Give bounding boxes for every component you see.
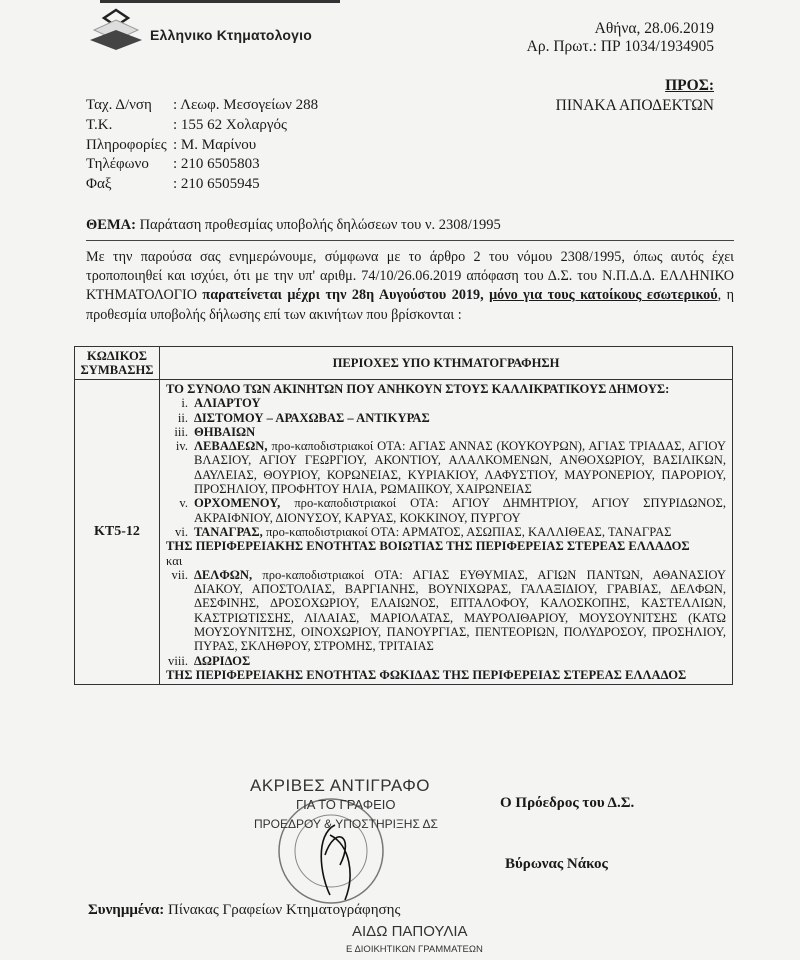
phone-row bbox=[86, 155, 318, 175]
item-text bbox=[194, 525, 726, 539]
scan-edge-bar bbox=[100, 0, 340, 3]
phone-label: Τηλέφωνο bbox=[86, 156, 149, 173]
item-text bbox=[194, 396, 726, 410]
region-phocis: ΤΗΣ ΠΕΡΙΦΕΡΕΙΑΚΗΣ ΕΝΟΤΗΤΑΣ ΦΩΚΙΔΑΣ ΤΗΣ ΠΕΡΙΦΕΡΕΙΑΣ ΣΤΕΡΕΑΣ ΕΛΛΑΔΟΣ bbox=[166, 667, 687, 682]
areas-table bbox=[74, 346, 733, 685]
item-text bbox=[194, 411, 726, 425]
deadline-text: παρατείνεται μέχρι την 28η Αυγούστου 2019 bbox=[202, 287, 481, 304]
recipient-value: ΠΙΝΑΚΑ ΑΠΟΔΕΚΤΩΝ bbox=[555, 97, 714, 114]
info-value: : Μ. Μαρίνου bbox=[173, 136, 257, 153]
header-contract-code: ΚΩΔΙΚΟΣ ΣΥΜΒΑΣΗΣ bbox=[75, 347, 160, 380]
municipality-name: ΘΗΒΑΙΩΝ bbox=[194, 424, 256, 439]
residents-note: μόνο για τους κατοίκους εσωτερικού bbox=[489, 287, 718, 304]
body-text: Με την παρούσα σας ενημερώνουμε, σύμφωνα με το άρθρο 2 του νόμου 2308/1995, όπως αυτός έχει τροποποιηθεί και ισχύει, ότι με την υπ' αριθμ. 74/10/26.06.2019 απόφαση του Δ.Σ. του Ν.Π.Δ.Δ. ΕΛΛΗΝΙΚΟ ΚΤΗΜΑΤΟΛΟΓΙΟ bbox=[86, 249, 734, 304]
areas-intro: ΤΟ ΣΥΝΟΛΟ ΤΩΝ ΑΚΙΝΗΤΩΝ ΠΟΥ ΑΝΗΚΟΥΝ ΣΤΟΥΣ ΚΑΛΛΙΚΡΑΤΙΚΟΥΣ ΔΗΜΟΥΣ: bbox=[166, 382, 670, 396]
address-row bbox=[86, 96, 318, 116]
item-number: v. bbox=[179, 496, 188, 511]
former-municipalities: προ-καποδιστριακοί ΟΤΑ: ΑΓΙΑΣ ΕΥΘΥΜΙΑΣ, ΑΓΙΩΝ ΠΑΝΤΩΝ, ΑΘΑΝΑΣΙΟΥ ΔΙΑΚΟΥ, ΑΠΟΣΤΟΛΙΑΣ, ΒΑΡΓΙΑΝΗΣ, ΒΟΥΝΙΧΩΡΑΣ, ΓΑΛΑΞΙΔΙΟΥ, ΓΡΑΒΙΑΣ, ΔΕΛΦΩΝ, ΔΕΣΦΙΝΗΣ, ΔΡΟΣΟΧΩΡΙΟΥ, ΕΛΑΙΩΝΟΣ, ΕΠΤΑΛΟΦΟΥ, ΚΑΛΟΣΚΟΠΗΣ, ΚΑΣΤΕΛΛΙΩΝ, ΚΑΣΤΡΙΩΤΙΣΣΗΣ, ΛΙΛΑΙΑΣ, ΜΑΡΙΟΛΑΤΑΣ, ΜΑΥΡΟΛΙΘΑΡΙΟΥ, ΜΟΥΣΟΥΝΙΤΣΗΣ (ΚΑΤΩ ΜΟΥΣΟΥΝΙΤΣΗΣ, ΟΙΝΟΧΩΡΙΟΥ, ΠΑΝΟΥΡΓΙΑΣ, ΠΕΝΤΕΟΡΙΩΝ, ΠΟΛΥΔΡΟΣΟΥ, ΠΡΟΣΗΛΙΟΥ, ΠΥΡΑΣ, ΣΚΛΗΘΡΟΥ, ΣΤΡΟΜΗΣ, ΤΡΙΤΑΙΑΣ bbox=[194, 567, 726, 654]
phone-value: : 210 6505803 bbox=[173, 156, 260, 173]
municipality-item bbox=[166, 425, 726, 439]
certified-copy-stamp: ΑΚΡΙΒΕΣ ΑΝΤΙΓΡΑΦΟ bbox=[250, 776, 431, 795]
address-value: : Λεωφ. Μεσογείων 288 bbox=[173, 97, 319, 113]
municipality-item bbox=[166, 525, 726, 539]
fax-value: : 210 6505945 bbox=[173, 176, 260, 193]
subject-line bbox=[86, 217, 501, 234]
municipality-name: ΑΛΙΑΡΤΟΥ bbox=[194, 396, 261, 411]
former-municipalities: προ-καποδιστριακοί ΟΤΑ: ΑΓΙΟΥ ΔΗΜΗΤΡΙΟΥ, ΑΓΙΟΥ ΣΠΥΡΙΔΩΝΟΣ, ΑΚΡΑΙΦΝΙΟΥ, ΔΙΟΝΥΣΟΥ, ΚΑΡΥΑΣ, ΚΟΚΚΙΝΟΥ, ΠΥΡΓΟΥ bbox=[194, 496, 726, 525]
info-row bbox=[86, 136, 318, 156]
fax-label: Φαξ bbox=[86, 176, 112, 193]
municipality-name: ΔΙΣΤΟΜΟΥ – ΑΡΑΧΩΒΑΣ – ΑΝΤΙΚΥΡΑΣ bbox=[194, 410, 430, 425]
item-number: i. bbox=[181, 396, 188, 411]
municipality-name: ΔΕΛΦΩΝ, bbox=[194, 567, 253, 582]
stamp-signer-title: Ε ΔΙΟΙΚΗΤΙΚΩΝ ΓΡΑΜΜΑΤΕΩΝ bbox=[346, 944, 483, 955]
subject-divider bbox=[86, 240, 734, 241]
municipality-item bbox=[166, 568, 726, 654]
document-date: Αθήνα, 28.06.2019 bbox=[594, 20, 714, 37]
table-header-row bbox=[75, 347, 733, 380]
subject-text: Παράταση προθεσμίας υποβολής δηλώσεων του ν. 2308/1995 bbox=[139, 217, 501, 233]
item-text bbox=[194, 568, 726, 654]
body-paragraph bbox=[86, 248, 734, 325]
municipality-item bbox=[166, 496, 726, 525]
municipality-list-boeotia bbox=[166, 396, 726, 539]
item-number: iii. bbox=[174, 424, 188, 439]
item-number: ii. bbox=[177, 410, 188, 425]
former-municipalities: προ-καποδιστριακοί ΟΤΑ: ΑΡΜΑΤΟΣ, ΑΣΩΠΙΑΣ, ΚΑΛΛΙΘΕΑΣ, ΤΑΝΑΓΡΑΣ bbox=[262, 524, 672, 539]
body-text-end: , η προθεσμία υποβολής δήλωσης επί των ακινήτων που βρίσκονται : bbox=[86, 287, 735, 323]
item-number: iv. bbox=[175, 439, 188, 454]
municipality-item bbox=[166, 396, 726, 410]
protocol-number: Αρ. Πρωτ.: ΠΡ 1034/1934905 bbox=[526, 38, 714, 55]
subject-label: ΘΕΜΑ: bbox=[86, 217, 136, 233]
item-text bbox=[194, 425, 726, 439]
stamp-department-line: ΠΡΟΕΔΡΟΥ & ΥΠΟΣΤΗΡΙΞΗΣ ΔΣ bbox=[254, 817, 438, 831]
and-connector: και bbox=[166, 553, 183, 568]
stamp-signer-name: ΑΙΔΩ ΠΑΠΟΥΛΙΑ bbox=[352, 923, 468, 940]
item-text bbox=[194, 496, 726, 525]
stamp-office-line: ΓΙΑ ΤΟ ΓΡΑΦΕΙΟ bbox=[296, 797, 396, 812]
item-text bbox=[194, 654, 726, 668]
postcode-label: Τ.Κ. bbox=[86, 116, 113, 133]
postcode-value: : 155 62 Χολαργός bbox=[173, 116, 287, 133]
areas-cell bbox=[160, 380, 733, 685]
contract-code: ΚΤ5-12 bbox=[75, 380, 160, 685]
cadastre-logo-icon bbox=[86, 8, 146, 52]
municipality-item bbox=[166, 654, 726, 668]
municipality-name: ΔΩΡΙΔΟΣ bbox=[194, 653, 251, 668]
fax-row bbox=[86, 175, 318, 195]
municipality-name: ΟΡΧΟΜΕΝΟΥ, bbox=[194, 496, 281, 511]
postcode-row bbox=[86, 116, 318, 136]
attachments-text: Πίνακας Γραφείων Κτηματογράφησης bbox=[168, 902, 401, 918]
municipality-item bbox=[166, 411, 726, 425]
municipality-name: ΤΑΝΑΓΡΑΣ, bbox=[194, 524, 263, 539]
comma: , bbox=[480, 287, 490, 304]
logo-text: Ελληνικο Κτηματολογιο bbox=[150, 27, 313, 43]
signatory-role: Ο Πρόεδρος του Δ.Σ. bbox=[500, 795, 635, 811]
municipality-name: ΛΕΒΑΔΕΩΝ, bbox=[194, 439, 268, 454]
info-label: Πληροφορίες bbox=[86, 136, 167, 153]
header-areas: ΠΕΡΙΟΧΕΣ ΥΠΟ ΚΤΗΜΑΤΟΓΡΑΦΗΣΗ bbox=[160, 347, 733, 380]
attachments-line bbox=[88, 902, 400, 919]
recipient-label: ΠΡΟΣ: bbox=[665, 77, 714, 94]
region-boeotia: ΤΗΣ ΠΕΡΙΦΕΡΕΙΑΚΗΣ ΕΝΟΤΗΤΑΣ ΒΟΙΩΤΙΑΣ ΤΗΣ ΠΕΡΙΦΕΡΕΙΑΣ ΣΤΕΡΕΑΣ ΕΛΛΑΔΟΣ bbox=[166, 539, 690, 554]
municipality-list-phocis bbox=[166, 568, 726, 668]
sender-address-block bbox=[86, 96, 318, 195]
address-label: Ταχ. Δ/νση bbox=[86, 97, 152, 113]
item-number: vii. bbox=[171, 567, 188, 582]
signatory-name: Βύρωνας Νάκος bbox=[505, 856, 608, 872]
item-number: viii. bbox=[168, 653, 188, 668]
item-number: vi. bbox=[175, 524, 188, 539]
municipality-item bbox=[166, 439, 726, 496]
former-municipalities: προ-καποδιστριακοί ΟΤΑ: ΑΓΙΑΣ ΑΝΝΑΣ (ΚΟΥΚΟΥΡΩΝ), ΑΓΙΑΣ ΤΡΙΑΔΑΣ, ΑΓΙΟΥ ΒΛΑΣΙΟΥ, ΑΓΙΟΥ ΓΕΩΡΓΙΟΥ, ΑΚΟΝΤΙΟΥ, ΑΛΑΛΚΟΜΕΝΩΝ, ΑΝΘΟΧΩΡΙΟΥ, ΒΑΣΙΛΙΚΩΝ, ΔΑΥΛΕΙΑΣ, ΘΟΥΡΙΟΥ, ΚΟΡΩΝΕΙΑΣ, ΚΥΡΙΑΚΙΟΥ, ΛΑΦΥΣΤΙΟΥ, ΜΑΥΡΟΝΕΡΙΟΥ, ΠΑΡΟΡΙΟΥ, ΠΡΟΣΗΛΙΟΥ, ΠΡΟΦΗΤΟΥ ΗΛΙΑ, ΡΩΜΑΙΙΚΟΥ, ΧΑΙΡΩΝΕΙΑΣ bbox=[194, 439, 726, 497]
item-text bbox=[194, 439, 726, 496]
table-row bbox=[75, 380, 733, 685]
attachments-label: Συνημμένα: bbox=[88, 902, 165, 918]
